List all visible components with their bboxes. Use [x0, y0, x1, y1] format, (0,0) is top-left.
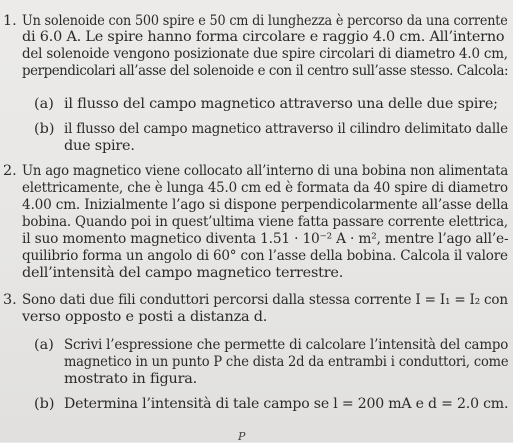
figure-label-fragment: P: [238, 430, 246, 443]
item-text-line: Scrivi l’espressione che permette di calcolare l’intensità del campo: [64, 337, 509, 353]
problem-text-line: Un ago magnetico viene collocato all’interno di una bobina non alimentata: [22, 163, 509, 179]
problem-text-line: 4.00 cm. Inizialmente l’ago si dispone perpendicolarmente all’asse della: [22, 197, 509, 213]
item-text-line: magnetico in un punto P che dista 2d da entrambi i conduttori, come: [64, 354, 509, 370]
problem-text-line: perpendicolari all’asse del solenoide e con il centro sull’asse stesso. Calcola:: [22, 63, 509, 79]
item-label: (b): [34, 121, 55, 137]
problem-text-line: elettricamente, che è lunga 45.0 cm ed è formata da 40 spire di diametro: [22, 180, 508, 196]
problem-text-line: Un solenoide con 500 spire e 50 cm di lunghezza è percorso da una corrente: [22, 13, 508, 29]
item-text-line: due spire.: [64, 138, 135, 154]
item-label: (b): [34, 396, 55, 412]
item-text-line: il flusso del campo magnetico attraverso il cilindro delimitato dalle: [64, 121, 508, 137]
problem-number: 1.: [3, 13, 17, 29]
item-text-line: Determina l’intensità di tale campo se l = 200 mA e d = 2.0 cm.: [64, 396, 509, 412]
problem-text-line: quilibrio forma un angolo di 60° con l’asse della bobina. Calcola il valore: [22, 248, 508, 264]
problem-text-line: Sono dati due fili conduttori percorsi dalla stessa corrente I = I₁ = I₂ con: [22, 292, 508, 308]
problem-text-line: verso opposto e posti a distanza d.: [22, 309, 268, 325]
problem-number: 3.: [3, 292, 17, 308]
item-text-line: il flusso del campo magnetico attraverso una delle due spire;: [64, 96, 498, 112]
problem-text-line: bobina. Quando poi in quest’ultima viene fatta passare corrente elettrica,: [22, 214, 508, 230]
problem-text-line: di 6.0 A. Le spire hanno forma circolare e raggio 4.0 cm. All’interno: [22, 29, 505, 45]
problem-text-line: il suo momento magnetico diventa 1.51 · 10⁻² A · m², mentre l’ago all’e-: [22, 231, 509, 247]
item-label: (a): [34, 337, 54, 353]
problem-number: 2.: [3, 163, 17, 179]
problem-text-line: del solenoide vengono posizionate due spire circolari di diametro 4.0 cm,: [22, 46, 508, 62]
item-label: (a): [34, 96, 54, 112]
item-text-line: mostrato in figura.: [64, 371, 198, 387]
problem-text-line: dell’intensità del campo magnetico terrestre.: [22, 265, 344, 281]
